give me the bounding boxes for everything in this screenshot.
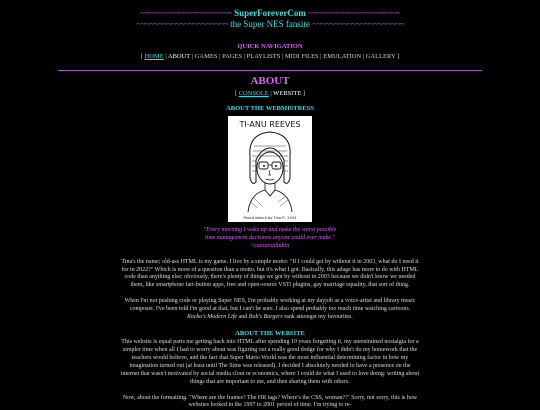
site-name: SuperForeverCom	[234, 8, 306, 18]
quote-line-2: time management decisions anyone could ever make."	[205, 235, 335, 242]
subnav-link-console[interactable]: CONSOLE	[238, 90, 269, 97]
sub-squiggle-left: ~~~~~~~~~~~~~~~~~~~~~	[136, 19, 228, 29]
site-subtitle: the Super NES fansite	[230, 19, 310, 29]
nav-link-playlists[interactable]: PLAYLISTS	[246, 53, 281, 61]
webmistress-sketch-image	[228, 116, 312, 222]
nav-link-pages[interactable]: PAGES	[222, 53, 243, 61]
sketch-caption: Pencil sketch by Tina P., 2019	[243, 216, 297, 221]
quote-author: ~caesarsaladtin	[250, 242, 290, 249]
nav-link-midi-files[interactable]: MIDI FILES	[284, 53, 319, 61]
webmistress-paragraph-1: Tina's the name; old-ass HTML is my game. I live by a simple motto: "If I could get by without it in 2003, what do I need it for in 2022?" Which is more of a question than a motto, but it's what I got. Basically, this adage has more to do with HTML code than anything else; obviously, there's plenty of things we got by without in 2003 because we didn't know we needed them, like smartphone fart-button apps, free and open-source VSTi plugins, gay marriage equality, that sort of thing.	[121, 258, 419, 289]
subnav-current-website: WEBSITE	[273, 90, 302, 97]
section-heading-website: ABOUT THE WEBSITE	[235, 329, 305, 337]
quick-nav-title: QUICK NAVIGATION	[237, 43, 303, 50]
sketch-drawing	[228, 116, 312, 222]
nav-link-emulation[interactable]: EMULATION	[323, 53, 362, 61]
about-subnav: [ CONSOLE | WEBSITE ]	[234, 90, 306, 97]
nav-current-about: ABOUT	[167, 53, 191, 61]
webmistress-paragraph-2: When I'm not pushing code or playing Super NES, I'm probably working at my dayjob as a voice-artist and library music composer. I've been told I'm good at that, but I can't be sure. I also spend probably too much time watching cartoons. Rocko's Modern Life and Bob's Burgers rank amongst my favourites.	[124, 298, 416, 321]
squiggle-right: ~~~~~~~~~~~~~~~~~~~~~	[308, 8, 400, 18]
quote-line-1: "Every morning I wake up and make the worst possible	[203, 227, 337, 234]
site-subtitle-line	[0, 19, 540, 30]
website-paragraph-1: This website is equal parts me getting back into HTML after spending 10 years forgetting it, my unrestrained nostalgia for a simpler time when all I had to worry about was figuring out a really good dodge for why I didn't do my homework that the teachers would believe, and the fact that Super Mario World was the most influential determining factor in how my imagination turned out (at least until The Sims was released). I decided I absolutely needed to have a presence on the internet that wasn't motivated by social media clout or economics, where I could do what I used to love doing: writing about things that are important to me, and then sharing them with others.	[120, 339, 420, 385]
quote-block	[0, 227, 540, 250]
show-title-bobs-burgers: Bob's Burgers	[248, 314, 283, 321]
nav-link-home[interactable]: HOME	[144, 53, 164, 61]
nav-link-gallery[interactable]: GALLERY	[365, 53, 396, 61]
website-paragraph-2: Now, about the formatting. "Where are the frames? The HR tags? Where's the CSS, woman?!" Sorry, not sorry, this is how websites looked in the 1997 to 2001 period of time. I'm trying to re-	[122, 394, 418, 409]
quick-nav: [ HOME | ABOUT | GAMES | PAGES | PLAYLISTS | MIDI FILES | EMULATION | GALLERY ]	[140, 53, 400, 61]
sub-squiggle-right: ~~~~~~~~~~~~~~~~~~~~~	[312, 19, 404, 29]
page-title: ABOUT	[250, 75, 290, 88]
sketch-name-text: TI-ANU REEVES	[239, 120, 301, 130]
divider	[58, 70, 482, 71]
nav-link-games[interactable]: GAMES	[194, 53, 218, 61]
site-header	[0, 8, 540, 19]
squiggle-left: ~~~~~~~~~~~~~~~~~~~~~	[140, 8, 232, 18]
show-title-rocko: Rocko's Modern Life	[187, 314, 238, 321]
section-heading-webmistress: ABOUT THE WEBMISTRESS	[226, 105, 314, 113]
